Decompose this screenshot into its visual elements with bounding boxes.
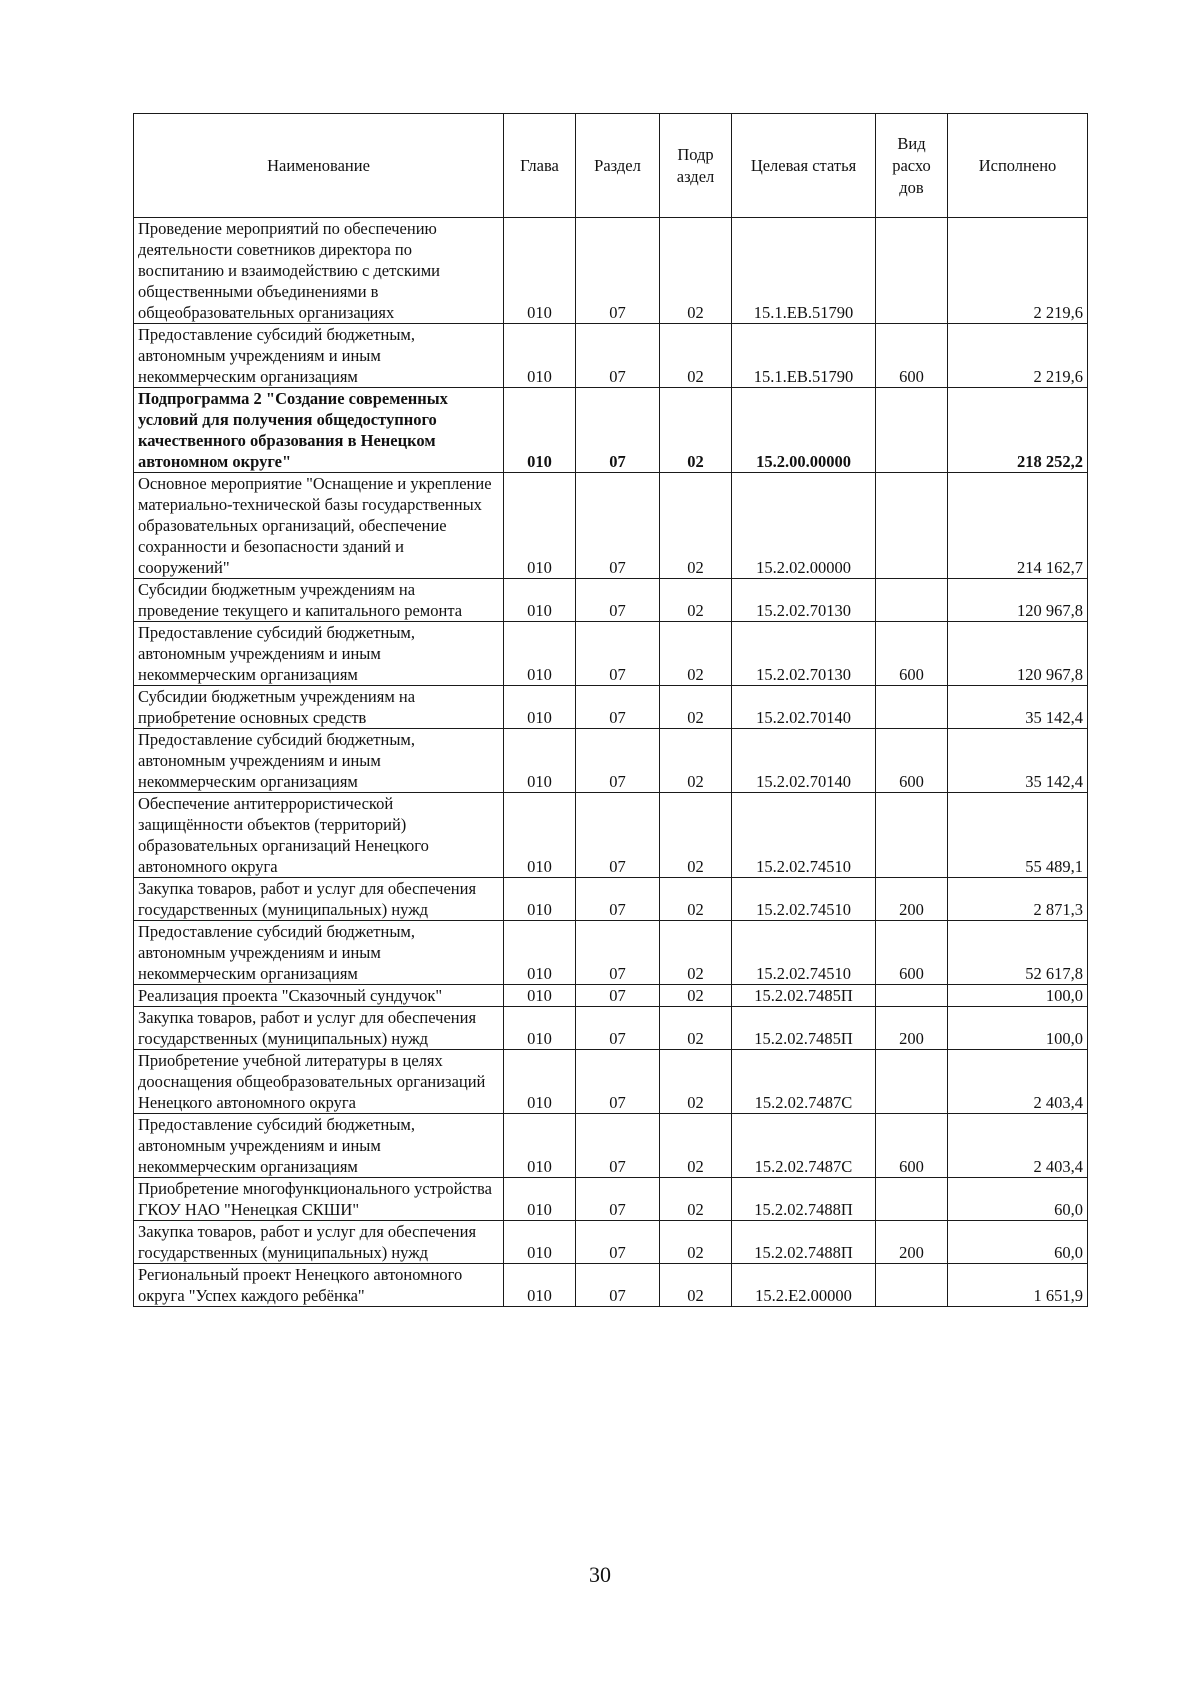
cell-section: 07 xyxy=(576,579,660,622)
cell-name: Предоставление субсидий бюджетным, автономным учреждениям и иным некоммерческим организациям xyxy=(134,729,504,793)
cell-subsection: 02 xyxy=(660,1114,732,1178)
table-row xyxy=(134,985,1088,1007)
cell-subsection: 02 xyxy=(660,579,732,622)
cell-subsection: 02 xyxy=(660,218,732,324)
cell-executed: 2 871,3 xyxy=(948,878,1088,921)
cell-chapter: 010 xyxy=(504,1221,576,1264)
cell-subsection: 02 xyxy=(660,985,732,1007)
cell-target: 15.2.02.7488П xyxy=(732,1178,876,1221)
cell-target: 15.2.02.7485П xyxy=(732,985,876,1007)
cell-chapter: 010 xyxy=(504,1050,576,1114)
cell-chapter: 010 xyxy=(504,985,576,1007)
cell-section: 07 xyxy=(576,686,660,729)
cell-name: Обеспечение антитеррористической защищённости объектов (территорий) образовательных организаций Ненецкого автономного округа xyxy=(134,793,504,878)
cell-target: 15.2.Е2.00000 xyxy=(732,1264,876,1307)
cell-target: 15.2.02.74510 xyxy=(732,921,876,985)
cell-chapter: 010 xyxy=(504,218,576,324)
cell-section: 07 xyxy=(576,1264,660,1307)
table-row xyxy=(134,579,1088,622)
cell-name: Проведение мероприятий по обеспечению деятельности советников директора по воспитанию и взаимодействию с детскими общественными объединениями в общеобразовательных организациях xyxy=(134,218,504,324)
table-row xyxy=(134,793,1088,878)
cell-section: 07 xyxy=(576,793,660,878)
cell-name: Предоставление субсидий бюджетным, автономным учреждениям и иным некоммерческим организациям xyxy=(134,622,504,686)
cell-section: 07 xyxy=(576,218,660,324)
cell-subsection: 02 xyxy=(660,1007,732,1050)
header-executed: Исполнено xyxy=(948,114,1088,218)
cell-expense-type xyxy=(876,579,948,622)
cell-section: 07 xyxy=(576,1114,660,1178)
cell-expense-type: 600 xyxy=(876,1114,948,1178)
cell-name: Субсидии бюджетным учреждениям на приобретение основных средств xyxy=(134,686,504,729)
cell-expense-type: 200 xyxy=(876,878,948,921)
cell-subsection: 02 xyxy=(660,1221,732,1264)
cell-section: 07 xyxy=(576,622,660,686)
table-row xyxy=(134,324,1088,388)
cell-name: Реализация проекта "Сказочный сундучок" xyxy=(134,985,504,1007)
cell-expense-type: 600 xyxy=(876,324,948,388)
cell-name: Приобретение учебной литературы в целях дооснащения общеобразовательных организаций Ненецкого автономного округа xyxy=(134,1050,504,1114)
cell-executed: 100,0 xyxy=(948,1007,1088,1050)
cell-chapter: 010 xyxy=(504,473,576,579)
cell-executed: 120 967,8 xyxy=(948,579,1088,622)
cell-name: Предоставление субсидий бюджетным, автономным учреждениям и иным некоммерческим организациям xyxy=(134,324,504,388)
cell-executed: 35 142,4 xyxy=(948,729,1088,793)
cell-subsection: 02 xyxy=(660,324,732,388)
cell-expense-type xyxy=(876,1178,948,1221)
table-row xyxy=(134,921,1088,985)
cell-chapter: 010 xyxy=(504,388,576,473)
table-row xyxy=(134,1007,1088,1050)
cell-target: 15.2.02.74510 xyxy=(732,878,876,921)
cell-section: 07 xyxy=(576,473,660,579)
cell-name: Предоставление субсидий бюджетным, автономным учреждениям и иным некоммерческим организациям xyxy=(134,921,504,985)
table-row xyxy=(134,388,1088,473)
cell-executed: 2 219,6 xyxy=(948,218,1088,324)
cell-section: 07 xyxy=(576,1178,660,1221)
cell-name: Закупка товаров, работ и услуг для обеспечения государственных (муниципальных) нужд xyxy=(134,1221,504,1264)
cell-name: Подпрограмма 2 "Создание современных условий для получения общедоступного качественного образования в Ненецком автономном округе" xyxy=(134,388,504,473)
cell-target: 15.2.02.00000 xyxy=(732,473,876,579)
cell-chapter: 010 xyxy=(504,878,576,921)
budget-table xyxy=(133,113,1088,1307)
cell-chapter: 010 xyxy=(504,729,576,793)
cell-chapter: 010 xyxy=(504,579,576,622)
table-row xyxy=(134,729,1088,793)
cell-expense-type: 600 xyxy=(876,921,948,985)
cell-executed: 1 651,9 xyxy=(948,1264,1088,1307)
table-header-row xyxy=(134,114,1088,218)
cell-name: Основное мероприятие "Оснащение и укрепление материально-технической базы государственных образовательных организаций, обеспечение сохранности и безопасности зданий и сооружений" xyxy=(134,473,504,579)
cell-subsection: 02 xyxy=(660,1178,732,1221)
header-target: Целевая статья xyxy=(732,114,876,218)
cell-chapter: 010 xyxy=(504,686,576,729)
cell-expense-type xyxy=(876,1050,948,1114)
table-row xyxy=(134,473,1088,579)
cell-target: 15.2.02.7487С xyxy=(732,1050,876,1114)
cell-expense-type: 200 xyxy=(876,1007,948,1050)
cell-executed: 2 219,6 xyxy=(948,324,1088,388)
cell-executed: 52 617,8 xyxy=(948,921,1088,985)
cell-target: 15.2.02.74510 xyxy=(732,793,876,878)
cell-section: 07 xyxy=(576,1221,660,1264)
cell-chapter: 010 xyxy=(504,1178,576,1221)
cell-target: 15.2.02.70140 xyxy=(732,729,876,793)
cell-expense-type: 600 xyxy=(876,729,948,793)
cell-subsection: 02 xyxy=(660,473,732,579)
cell-chapter: 010 xyxy=(504,1007,576,1050)
cell-expense-type xyxy=(876,1264,948,1307)
table-row xyxy=(134,878,1088,921)
cell-target: 15.1.ЕВ.51790 xyxy=(732,324,876,388)
cell-subsection: 02 xyxy=(660,921,732,985)
cell-target: 15.2.02.70140 xyxy=(732,686,876,729)
cell-section: 07 xyxy=(576,324,660,388)
cell-name: Закупка товаров, работ и услуг для обеспечения государственных (муниципальных) нужд xyxy=(134,878,504,921)
table-row xyxy=(134,1050,1088,1114)
cell-name: Приобретение многофункционального устройства ГКОУ НАО "Ненецкая СКШИ" xyxy=(134,1178,504,1221)
cell-chapter: 010 xyxy=(504,324,576,388)
cell-expense-type xyxy=(876,218,948,324)
cell-executed: 120 967,8 xyxy=(948,622,1088,686)
cell-executed: 214 162,7 xyxy=(948,473,1088,579)
header-name: Наименование xyxy=(134,114,504,218)
cell-target: 15.2.02.70130 xyxy=(732,622,876,686)
table-row xyxy=(134,1178,1088,1221)
cell-executed: 100,0 xyxy=(948,985,1088,1007)
page-number: 30 xyxy=(589,1562,611,1587)
cell-executed: 60,0 xyxy=(948,1221,1088,1264)
cell-subsection: 02 xyxy=(660,686,732,729)
cell-section: 07 xyxy=(576,878,660,921)
cell-executed: 55 489,1 xyxy=(948,793,1088,878)
cell-subsection: 02 xyxy=(660,878,732,921)
table-row xyxy=(134,218,1088,324)
cell-expense-type: 200 xyxy=(876,1221,948,1264)
cell-subsection: 02 xyxy=(660,729,732,793)
cell-expense-type xyxy=(876,985,948,1007)
cell-target: 15.1.ЕВ.51790 xyxy=(732,218,876,324)
table-row xyxy=(134,1221,1088,1264)
cell-executed: 35 142,4 xyxy=(948,686,1088,729)
cell-expense-type: 600 xyxy=(876,622,948,686)
cell-chapter: 010 xyxy=(504,1114,576,1178)
header-subsection: Подр аздел xyxy=(660,114,732,218)
table-row xyxy=(134,1114,1088,1178)
cell-executed: 60,0 xyxy=(948,1178,1088,1221)
cell-name: Региональный проект Ненецкого автономного округа "Успех каждого ребёнка" xyxy=(134,1264,504,1307)
cell-expense-type xyxy=(876,686,948,729)
cell-target: 15.2.02.7485П xyxy=(732,1007,876,1050)
table-row xyxy=(134,1264,1088,1307)
cell-target: 15.2.00.00000 xyxy=(732,388,876,473)
cell-section: 07 xyxy=(576,1050,660,1114)
cell-subsection: 02 xyxy=(660,388,732,473)
cell-executed: 218 252,2 xyxy=(948,388,1088,473)
cell-section: 07 xyxy=(576,1007,660,1050)
cell-expense-type xyxy=(876,388,948,473)
cell-target: 15.2.02.70130 xyxy=(732,579,876,622)
cell-section: 07 xyxy=(576,388,660,473)
cell-subsection: 02 xyxy=(660,1264,732,1307)
cell-chapter: 010 xyxy=(504,1264,576,1307)
table-body xyxy=(134,218,1088,1307)
header-section: Раздел xyxy=(576,114,660,218)
cell-name: Субсидии бюджетным учреждениям на проведение текущего и капитального ремонта xyxy=(134,579,504,622)
cell-executed: 2 403,4 xyxy=(948,1050,1088,1114)
table-row xyxy=(134,622,1088,686)
cell-subsection: 02 xyxy=(660,1050,732,1114)
cell-subsection: 02 xyxy=(660,622,732,686)
cell-name: Предоставление субсидий бюджетным, автономным учреждениям и иным некоммерческим организациям xyxy=(134,1114,504,1178)
cell-section: 07 xyxy=(576,729,660,793)
cell-chapter: 010 xyxy=(504,793,576,878)
cell-expense-type xyxy=(876,793,948,878)
cell-chapter: 010 xyxy=(504,921,576,985)
cell-name: Закупка товаров, работ и услуг для обеспечения государственных (муниципальных) нужд xyxy=(134,1007,504,1050)
cell-section: 07 xyxy=(576,921,660,985)
header-expense-type: Вид расхо дов xyxy=(876,114,948,218)
cell-chapter: 010 xyxy=(504,622,576,686)
header-chapter: Глава xyxy=(504,114,576,218)
cell-expense-type xyxy=(876,473,948,579)
cell-section: 07 xyxy=(576,985,660,1007)
cell-target: 15.2.02.7487С xyxy=(732,1114,876,1178)
cell-target: 15.2.02.7488П xyxy=(732,1221,876,1264)
cell-executed: 2 403,4 xyxy=(948,1114,1088,1178)
table-row xyxy=(134,686,1088,729)
cell-subsection: 02 xyxy=(660,793,732,878)
